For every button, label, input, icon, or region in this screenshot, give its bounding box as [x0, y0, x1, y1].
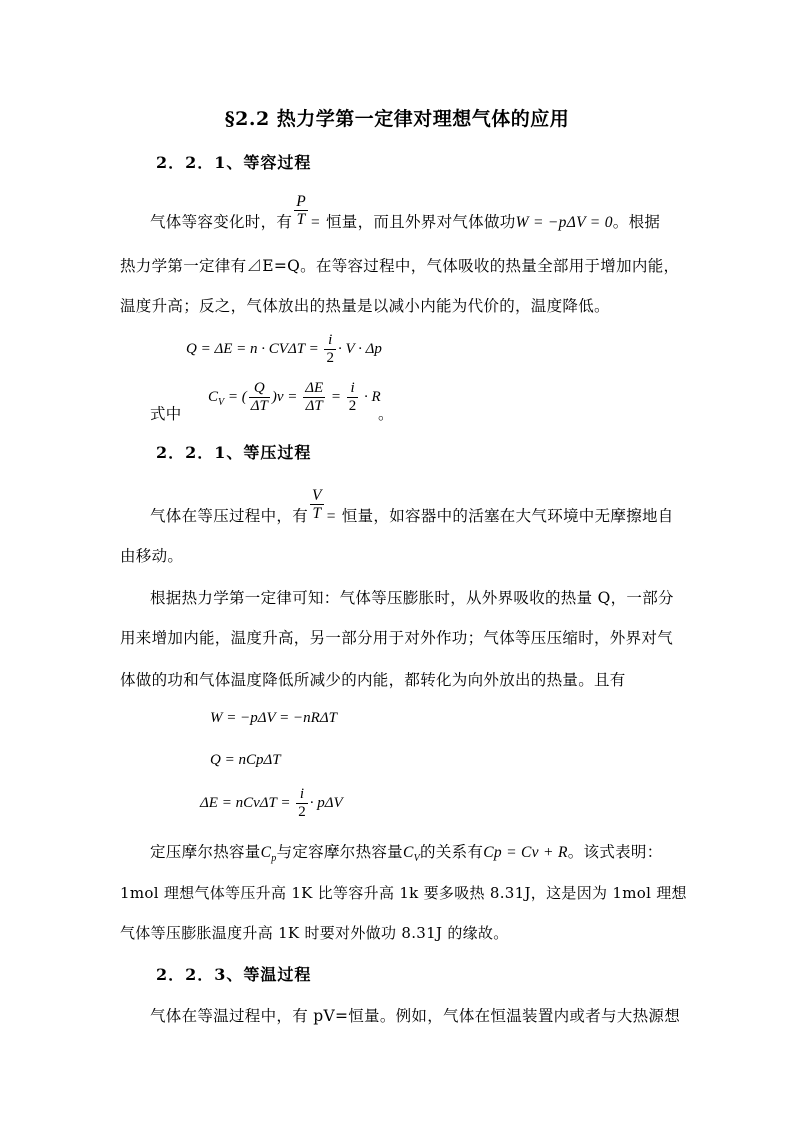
isochoric-paragraph-line-2: 热力学第一定律有⊿E=Q。在等容过程中，气体吸收的热量全部用于增加内能， — [120, 257, 680, 275]
text-segment: 。根据 — [612, 213, 661, 231]
text-segment: 恒量，而且外界对气体做功 — [325, 213, 516, 231]
symbol-cp: $C_p$ — [260, 844, 277, 865]
isobaric-paragraph-line-3: 根据热力学第一定律可知：气体等压膨胀时，从外界吸收的热量 Q，一部分 — [150, 589, 674, 607]
equation-isobaric-energy — [200, 786, 343, 821]
heading-isothermal: 2．2．3、等温过程 — [156, 965, 312, 984]
fraction-i-over-2-b: $\frac{i}{2}$ — [348, 380, 357, 414]
isobaric-paragraph-line-8: 气体等压膨胀温度升高 1K 时要对外做功 8.31J 的缘故。 — [120, 924, 509, 942]
fraction-p-over-t: $\frac{P}{T}$ — [296, 192, 306, 228]
text-segment: 气体在等压过程中，有 — [150, 507, 309, 525]
isobaric-paragraph-line-1: 气体在等压过程中，有 $\frac{V}{T}$ = 恒量，如容器中的活塞在大气环境中无摩擦地自 — [150, 486, 674, 525]
equation-part: · V · Δp — [337, 340, 382, 357]
isobaric-paragraph-line-2: 由移动。 — [120, 547, 184, 565]
fraction-i-over-2-c: $\frac{i}{2}$ — [298, 786, 306, 820]
equation-work-zero: W = −pΔV = 0 — [515, 214, 613, 231]
equation-part: · pΔV — [309, 794, 343, 811]
equation-part: ΔE = nCvΔT = — [200, 794, 295, 811]
equation-isochoric-heat — [186, 332, 382, 367]
heading-isochoric: 2．2．1、等容过程 — [156, 153, 312, 172]
text-segment: 定压摩尔热容量 — [150, 843, 261, 861]
symbol-cv: $C_V$ — [402, 844, 421, 865]
page-title: §2.2 热力学第一定律对理想气体的应用 — [224, 108, 570, 130]
equation-cp-cv-relation: Cp = Cv + R — [483, 844, 568, 861]
fraction-q-over-dt: $\frac{Q}{\Delta T}$ — [250, 380, 268, 414]
isothermal-paragraph-line-1: 气体在等温过程中，有 pV=恒量。例如，气体在恒温装置内或者与大热源想 — [150, 1007, 681, 1025]
where-period: 。 — [378, 405, 394, 423]
text-segment: 与定容摩尔热容量 — [276, 843, 403, 861]
isobaric-paragraph-line-4: 用来增加内能，温度升高，另一部分用于对外作功；气体等压压缩时，外界对气 — [120, 629, 674, 647]
equation-part: Q = ΔE = n · CVΔT = — [186, 340, 323, 357]
isobaric-paragraph-line-6 — [150, 840, 663, 864]
text-segment: 恒量，如容器中的活塞在大气环境中无摩擦地自 — [341, 507, 674, 525]
isobaric-paragraph-line-7: 1mol 理想气体等压升高 1K 比等容升高 1k 要多吸热 8.31J，这是因为 1mol 理想 — [120, 884, 687, 902]
equation-isobaric-work: W = −pΔV = −nRΔT — [210, 710, 337, 726]
text-segment: 。该式表明： — [567, 843, 663, 861]
heading-isobaric: 2．2．1、等压过程 — [156, 443, 312, 462]
equation-cv-definition: $C_V$ = ( $\frac{Q}{\Delta T}$ )ν = $\frac{\Delta E}{\Delta T}$ = $\frac{i}{2}$ · R — [208, 380, 381, 414]
fraction-v-over-t: $\frac{V}{T}$ — [312, 486, 322, 522]
isochoric-paragraph-line-1: 气体等容变化时，有 $\frac{P}{T}$ = 恒量，而且外界对气体做功W = −pΔV = 0。根据 — [150, 192, 661, 231]
text-segment: 气体等容变化时，有 — [150, 213, 293, 231]
fraction-de-over-dt: $\frac{\Delta E}{\Delta T}$ — [305, 380, 324, 414]
where-label: 式中 — [150, 405, 182, 423]
equation-isobaric-heat: Q = nCpΔT — [210, 752, 281, 768]
isochoric-paragraph-line-3: 温度升高；反之，气体放出的热量是以减小内能为代价的，温度降低。 — [120, 297, 610, 315]
text-segment: 的关系有 — [420, 843, 484, 861]
isobaric-paragraph-line-5: 体做的功和气体温度降低所减少的内能，都转化为向外放出的热量。且有 — [120, 671, 626, 689]
fraction-i-over-2: $\frac{i}{2}$ — [326, 332, 334, 366]
